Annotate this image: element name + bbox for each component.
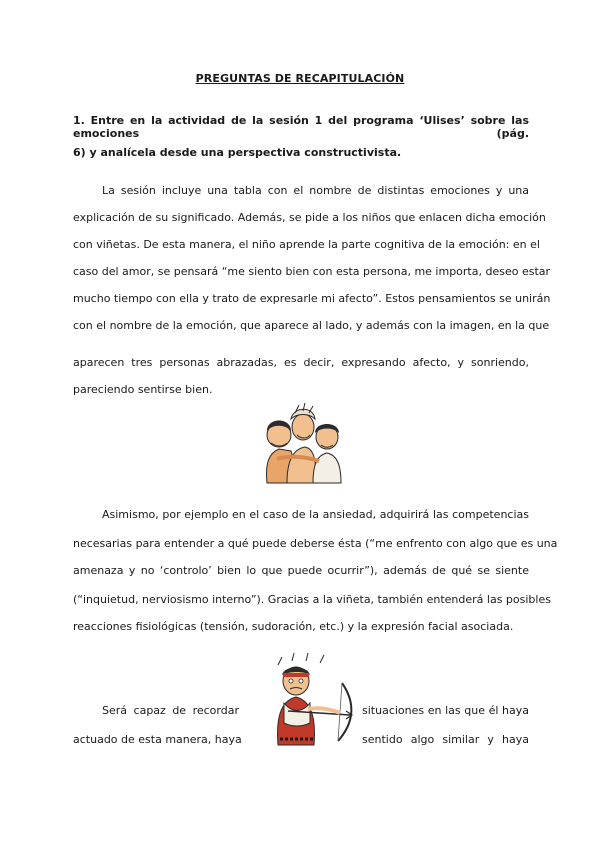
paragraph-3-line-2-right: sentido algo similar y haya bbox=[362, 733, 529, 746]
paragraph-3-line-2-left: actuado de esta manera, haya bbox=[73, 733, 242, 746]
page-title: PREGUNTAS DE RECAPITULACIÓN bbox=[195, 72, 405, 85]
paragraph-1-line: con el nombre de la emoción, que aparece al lado, y además con la imagen, en la que bbox=[73, 319, 550, 332]
paragraph-1-line: mucho tiempo con ella y trato de expresarle mi afecto”. Estos pensamientos se unirán bbox=[73, 292, 551, 305]
paragraph-1-line: pareciendo sentirse bien. bbox=[73, 383, 213, 396]
paragraph-3-line-1-right: situaciones en las que él haya bbox=[362, 704, 529, 717]
paragraph-1-line: caso del amor, se pensará “me siento bien con esta persona, me importa, deseo estar bbox=[73, 265, 551, 278]
anxiety-cartoon-image bbox=[258, 653, 356, 749]
question-line-2: 6) y analícela desde una perspectiva constructivista. bbox=[73, 146, 402, 159]
paragraph-1-line: aparecen tres personas abrazadas, es decir, expresando afecto, y sonriendo, bbox=[73, 356, 529, 369]
paragraph-2-line: (“inquietud, nerviosismo interno”). Gracias a la viñeta, también entenderá las posibles bbox=[73, 593, 551, 606]
paragraph-1-line: La sesión incluye una tabla con el nombre de distintas emociones y una bbox=[102, 184, 529, 197]
paragraph-1-line: con viñetas. De esta manera, el niño aprende la parte cognitiva de la emoción: en el bbox=[73, 238, 540, 251]
question-line-1: 1. Entre en la actividad de la sesión 1 del programa ‘Ulises’ sobre las emociones (pág. bbox=[73, 114, 529, 140]
paragraph-2-line: reacciones fisiológicas (tensión, sudoración, etc.) y la expresión facial asociada. bbox=[73, 620, 514, 633]
paragraph-2-line: Asimismo, por ejemplo en el caso de la ansiedad, adquirirá las competencias bbox=[102, 508, 529, 521]
paragraph-2-line: necesarias para entender a qué puede deberse ésta (“me enfrento con algo que es una bbox=[73, 537, 558, 550]
affection-cartoon-image bbox=[257, 403, 347, 485]
paragraph-2-line: amenaza y no ‘controlo’ bien lo que puede ocurrir”), además de qué se siente bbox=[73, 564, 529, 577]
paragraph-3-line-1-left: Será capaz de recordar bbox=[102, 704, 239, 717]
paragraph-1-line: explicación de su significado. Además, se pide a los niños que enlacen dicha emoción bbox=[73, 211, 546, 224]
